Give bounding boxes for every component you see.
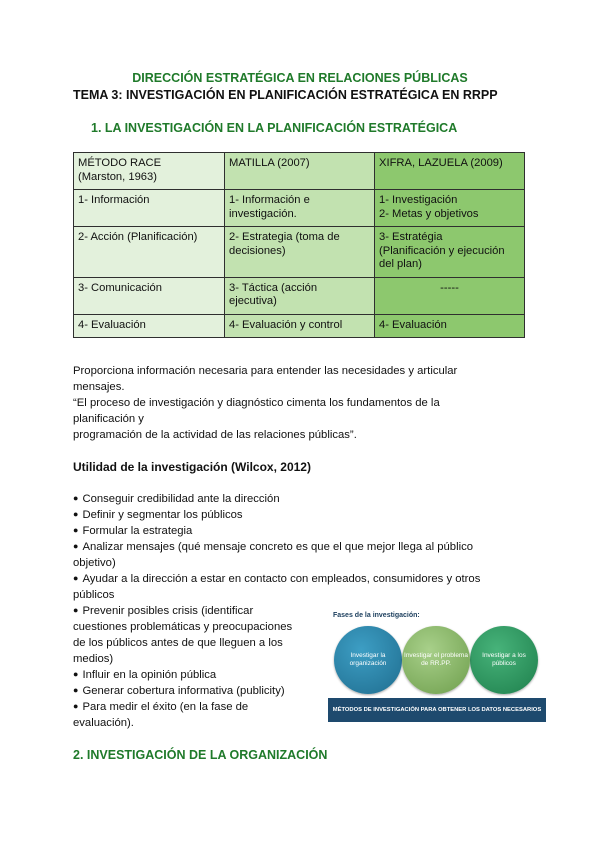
phase-circle-publics: [470, 626, 538, 694]
table-cell: [74, 227, 225, 278]
utility-bullet-list: [73, 491, 523, 603]
text-line: planificación y: [73, 413, 144, 425]
text-line: 3- Estratégia: [379, 231, 443, 243]
table-cell: [375, 277, 525, 314]
text-line: ejecutiva): [229, 295, 277, 307]
table-row: [74, 277, 525, 314]
text-line: evaluación).: [73, 717, 134, 729]
text-line: investigación.: [229, 207, 297, 220]
text-line: 1- Información e: [229, 194, 310, 206]
table-cell: [74, 314, 225, 338]
phase-circle-problem: [402, 626, 470, 694]
phase-circle-label: Investigar la organización: [349, 652, 387, 667]
table-header-cell: [74, 153, 225, 190]
text-line: Conseguir credibilidad ante la dirección: [82, 493, 280, 505]
text-line: del plan): [379, 258, 422, 270]
list-item: [73, 507, 523, 523]
text-line: mensajes.: [73, 381, 125, 393]
research-phases-figure: [328, 610, 546, 724]
table-cell: [225, 227, 375, 278]
phase-circle-organization: [334, 626, 402, 694]
list-item: [73, 699, 313, 731]
text-line: -----: [440, 281, 459, 294]
text-line: cuestiones problemáticas y preocupaciones: [73, 621, 293, 633]
text-line: Para medir el éxito (en la fase de: [82, 701, 249, 713]
table-cell: [74, 277, 225, 314]
text-line: Prevenir posibles crisis (identificar: [82, 605, 254, 617]
list-item: [73, 603, 313, 667]
text-line: decisiones): [229, 244, 286, 257]
list-item: [73, 667, 313, 683]
text-line: 4- Evaluación: [78, 318, 146, 331]
text-line: Formular la estrategia: [82, 525, 193, 537]
text-line: “El proceso de investigación y diagnóstico cimenta los fundamentos de la: [73, 397, 440, 409]
list-item: [73, 539, 523, 571]
text-line: 2- Acción (Planificación): [78, 231, 198, 243]
text-line: (Planificación y ejecución: [379, 244, 505, 257]
list-item: [73, 683, 313, 699]
text-line: medios): [73, 653, 114, 665]
table-row: [74, 314, 525, 338]
table-row: [74, 227, 525, 278]
list-item: [73, 523, 523, 539]
text-line: XIFRA, LAZUELA (2009): [379, 157, 503, 169]
table-header-cell: [375, 153, 525, 190]
figure-banner: MÉTODOS DE INVESTIGACIÓN PARA OBTENER LOS DATOS NECESARIOS: [328, 698, 546, 722]
text-line: Definir y segmentar los públicos: [82, 509, 243, 521]
text-line: 3- Táctica (acción: [229, 281, 318, 294]
text-line: Generar cobertura informativa (publicity): [82, 685, 285, 697]
text-line: Influir en la opinión pública: [82, 669, 217, 681]
utility-bullet-list-narrow: [73, 603, 313, 731]
text-line: 4- Evaluación: [379, 318, 447, 331]
table-cell: [225, 314, 375, 338]
utility-heading: Utilidad de la investigación (Wilcox, 2012): [73, 460, 311, 474]
table-cell: [375, 190, 525, 227]
text-line: 1- Investigación: [379, 194, 458, 206]
section-2-heading: 2. INVESTIGACIÓN DE LA ORGANIZACIÓN: [73, 748, 328, 762]
text-line: MÉTODO RACE: [78, 157, 162, 169]
text-line: 4- Evaluación y control: [229, 318, 343, 331]
table-cell: [375, 227, 525, 278]
text-line: (Marston, 1963): [78, 170, 157, 183]
text-line: 3- Comunicación: [78, 281, 162, 294]
document-title: DIRECCIÓN ESTRATÉGICA EN RELACIONES PÚBLICAS: [132, 71, 468, 85]
section-1-heading: 1. LA INVESTIGACIÓN EN LA PLANIFICACIÓN ESTRATÉGICA: [91, 121, 458, 135]
table-cell: [375, 314, 525, 338]
race-comparison-table: [73, 152, 525, 338]
text-line: MATILLA (2007): [229, 157, 310, 169]
text-line: objetivo): [73, 557, 116, 569]
text-line: Ayudar a la dirección a estar en contacto con empleados, consumidores y otros: [82, 573, 481, 585]
text-line: 2- Metas y objetivos: [379, 207, 479, 220]
text-line: Proporciona información necesaria para entender las necesidades y articular: [73, 365, 458, 377]
phase-circle-label: Investigar a los públicos: [482, 652, 526, 667]
table-header-row: [74, 153, 525, 190]
table-row: [74, 190, 525, 227]
table-cell: [225, 190, 375, 227]
text-line: de los públicos antes de que lleguen a los: [73, 637, 283, 649]
list-item: [73, 571, 523, 603]
table-header-cell: [225, 153, 375, 190]
text-line: programación de la actividad de las relaciones públicas”.: [73, 429, 357, 441]
text-line: 1- Información: [78, 194, 150, 206]
text-line: Analizar mensajes (qué mensaje concreto es que el que mejor llega al público: [82, 541, 474, 553]
table-cell: [225, 277, 375, 314]
document-subtitle: TEMA 3: INVESTIGACIÓN EN PLANIFICACIÓN ESTRATÉGICA EN RRPP: [73, 88, 498, 102]
intro-paragraph: [73, 363, 523, 443]
list-item: [73, 491, 523, 507]
text-line: 2- Estrategia (toma de: [229, 231, 340, 243]
figure-title: Fases de la investigación:: [333, 612, 420, 619]
text-line: públicos: [73, 589, 115, 601]
phase-circle-label: Investigar el problema de RR.PP.: [404, 652, 468, 667]
table-cell: [74, 190, 225, 227]
